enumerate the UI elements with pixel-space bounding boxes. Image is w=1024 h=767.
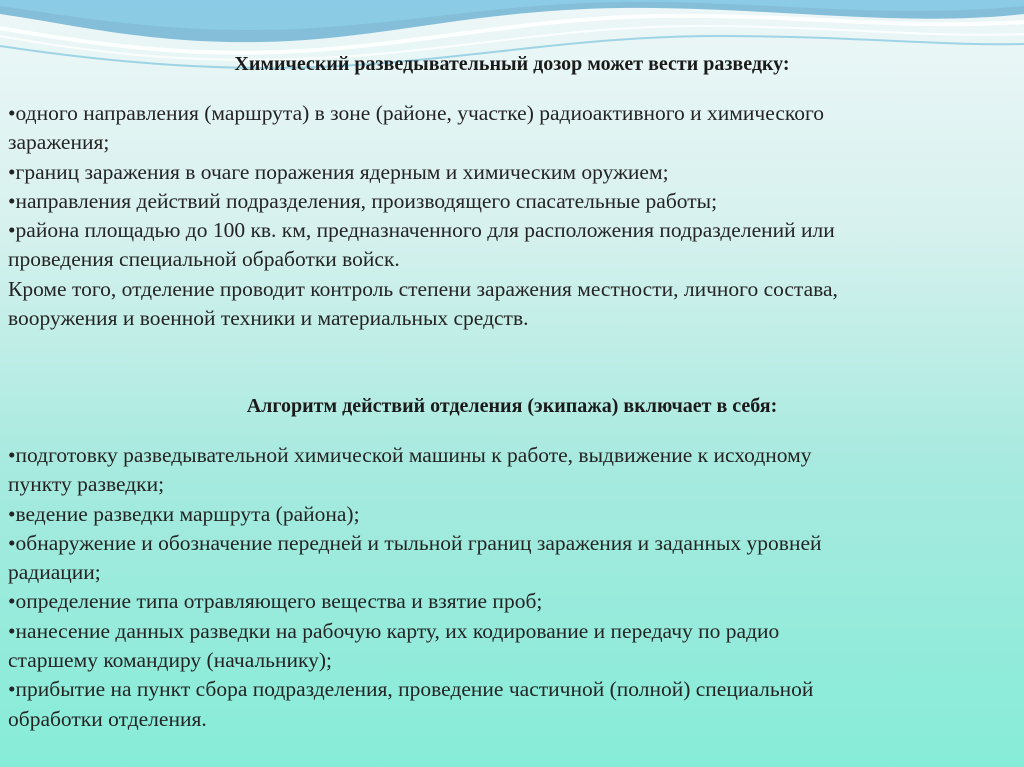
section-1-line: •района площадью до 100 кв. км, предназначенного для расположения подразделений или	[8, 218, 835, 243]
section-1-heading: Химический разведывательный дозор может вести разведку:	[234, 53, 790, 75]
section-2-line: •ведение разведки маршрута (района);	[8, 501, 360, 526]
section-1-line: •направления действий подразделения, производящего спасательные работы;	[8, 188, 718, 213]
section-2-line: пункту разведки;	[8, 472, 165, 497]
section-1-line: Кроме того, отделение проводит контроль степени заражения местности, личного состава,	[8, 276, 838, 301]
section-2-line: •прибытие на пункт сбора подразделения, проведение частичной (полной) специальной	[8, 677, 814, 702]
section-1-line: проведения специальной обработки войск.	[8, 247, 400, 272]
section-1-body	[8, 99, 1013, 333]
section-1-line: вооружения и военной техники и материальных средств.	[8, 306, 529, 331]
section-2-line: старшему командиру (начальнику);	[8, 648, 333, 673]
decorative-wave	[0, 0, 1024, 90]
section-1-line: •одного направления (маршрута) в зоне (районе, участке) радиоактивного и химического	[8, 101, 824, 125]
section-2-line: радиации;	[8, 560, 101, 585]
section-2-heading: Алгоритм действий отделения (экипажа) включает в себя:	[246, 395, 778, 417]
section-2-line: обработки отделения.	[8, 706, 207, 731]
section-1-line: заражения;	[8, 130, 110, 155]
section-2-body	[8, 441, 1013, 734]
section-2-line: •определение типа отравляющего вещества и взятие проб;	[8, 589, 543, 614]
section-2-line: •подготовку разведывательной химической машины к работе, выдвижение к исходному	[8, 443, 812, 467]
section-1-line: •границ заражения в очаге поражения ядерным и химическим оружием;	[8, 159, 669, 184]
section-2-line: •обнаружение и обозначение передней и тыльной границ заражения и заданных уровней	[8, 530, 822, 555]
section-2-line: •нанесение данных разведки на рабочую карту, их кодирование и передачу по радио	[8, 618, 780, 643]
